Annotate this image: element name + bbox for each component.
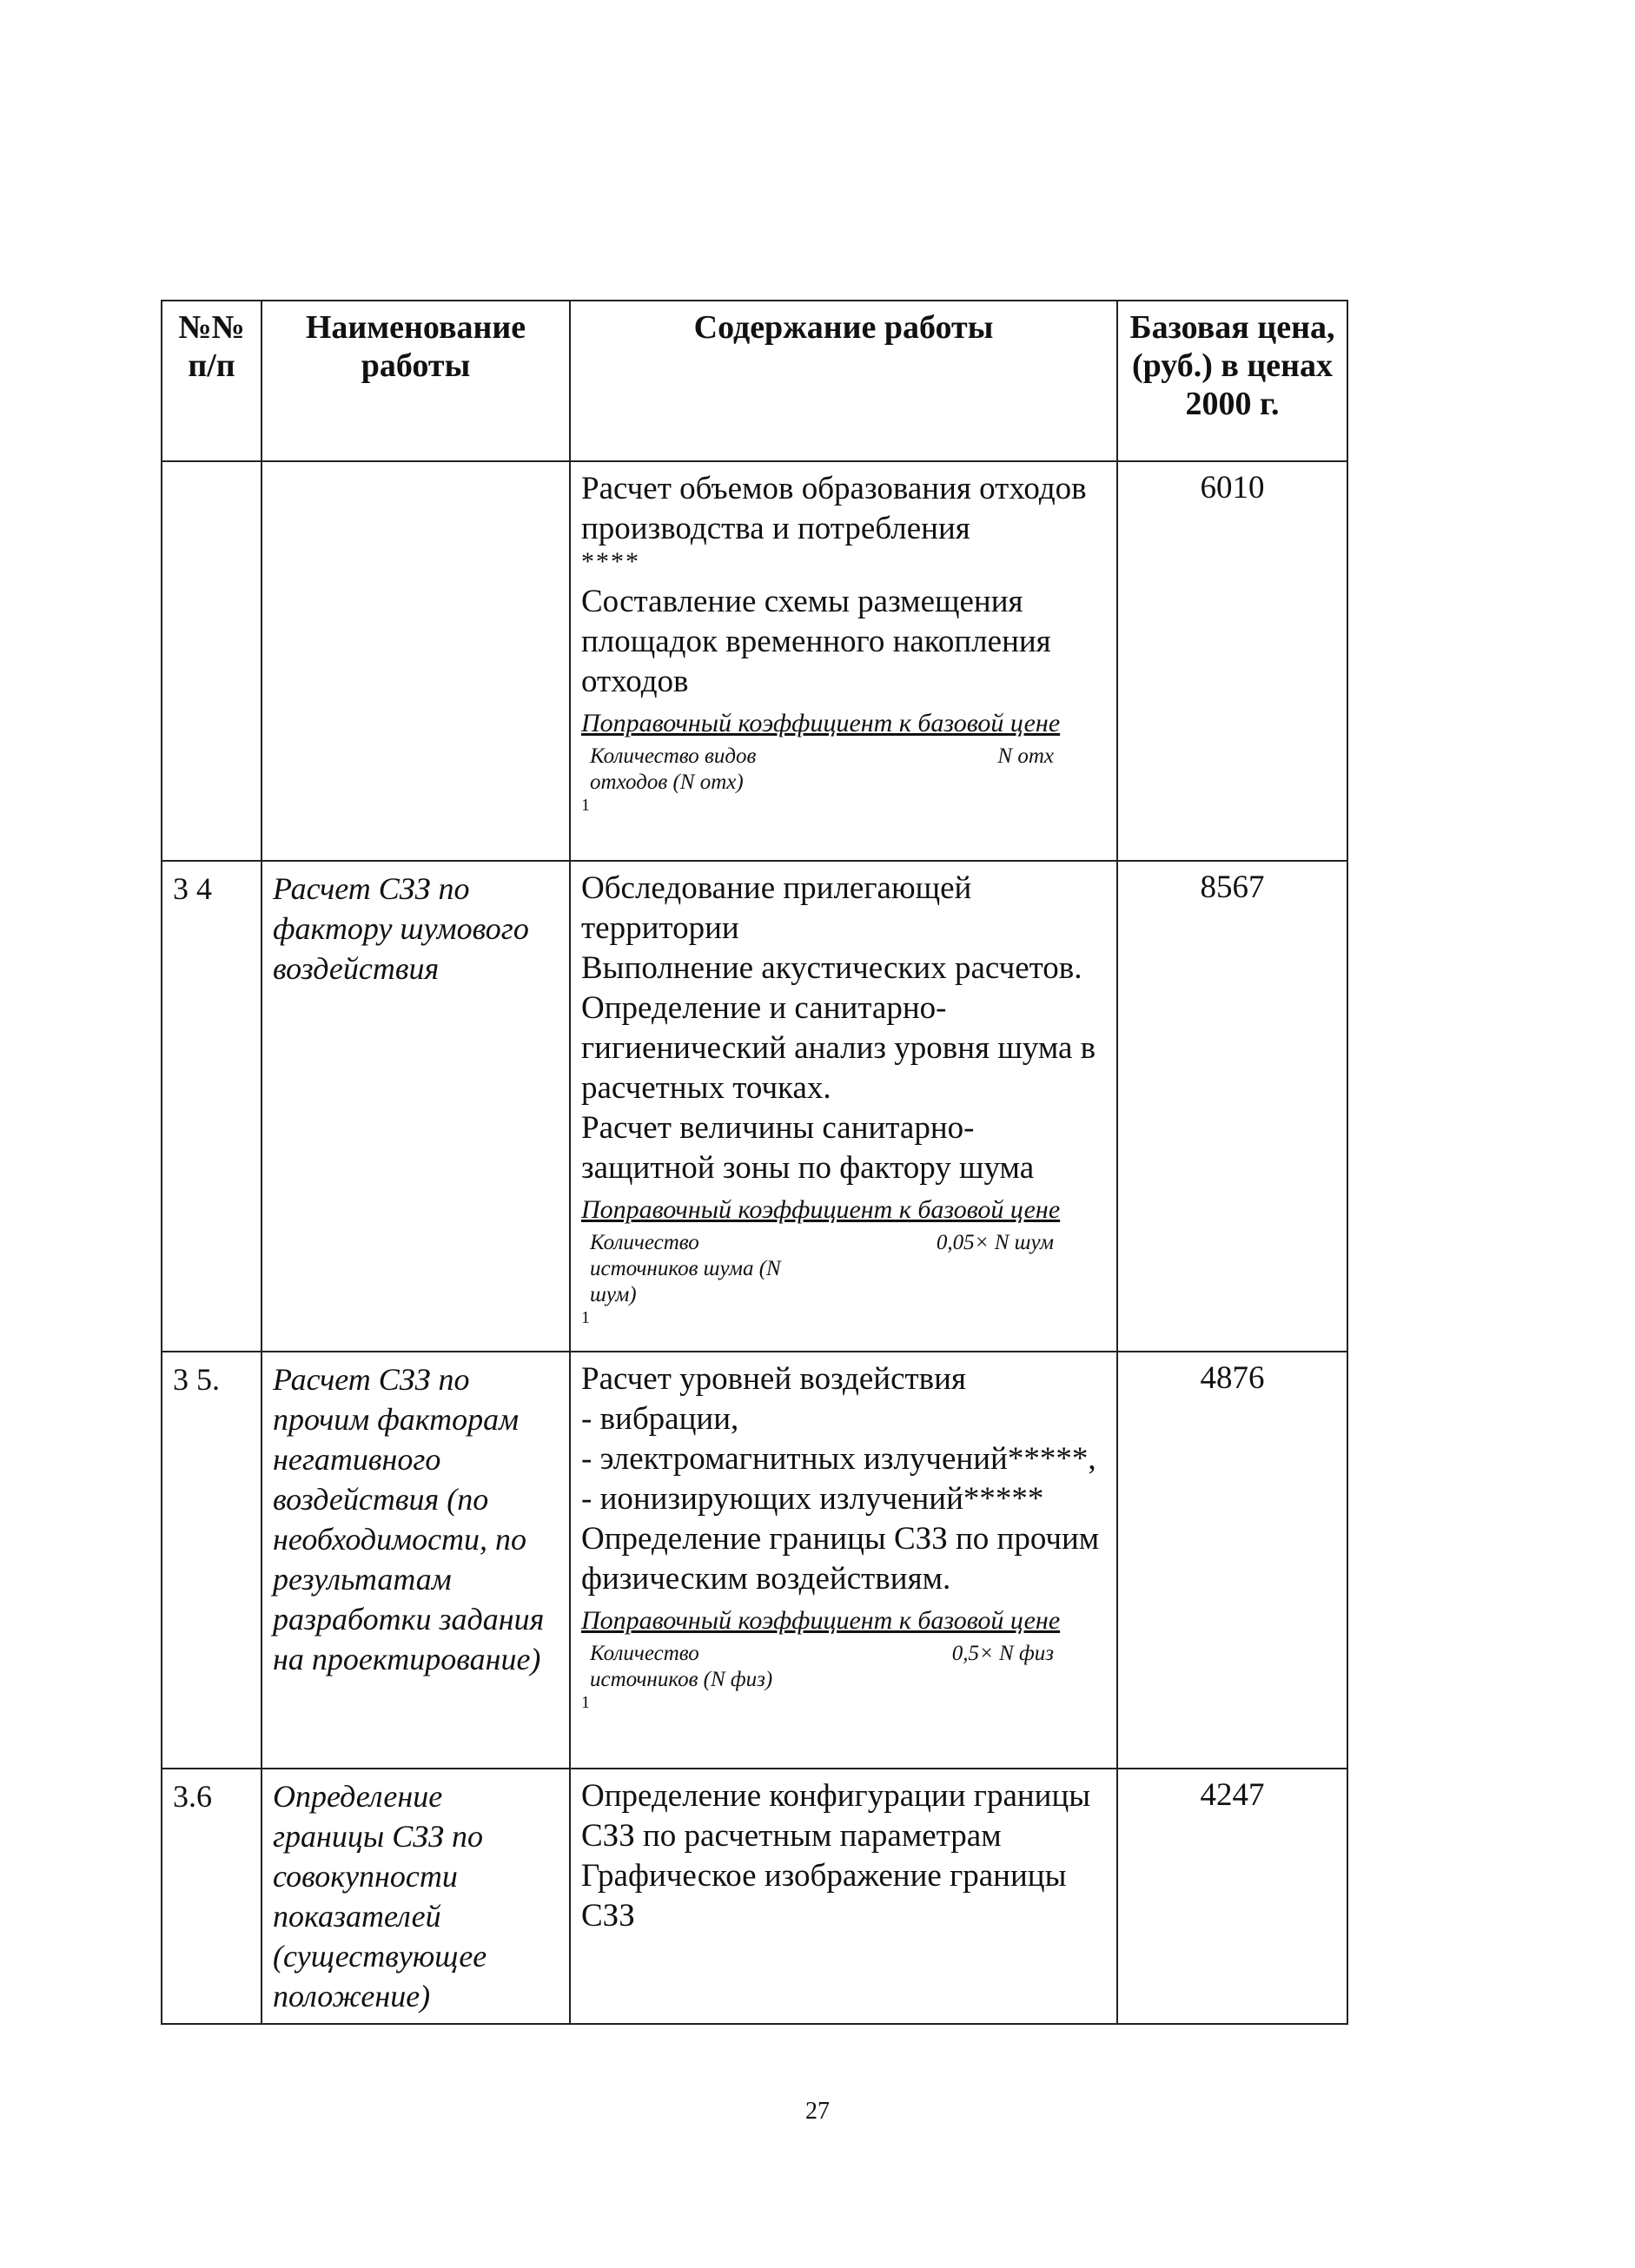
row-price: 8567 (1117, 861, 1347, 1352)
content-line: Расчет уровней воздействия (581, 1361, 966, 1397)
coefficient-title: Поправочный коэффициент к базовой цене (581, 1195, 1061, 1224)
row-num: 3.6 (162, 1769, 261, 2024)
footnote-mark: 1 (581, 796, 590, 815)
table-row (162, 461, 1347, 861)
content-line: - электромагнитных излучений*****, (581, 1441, 1096, 1477)
header-price: Базовая цена, (руб.) в ценах 2000 г. (1117, 301, 1347, 461)
row-price: 6010 (1117, 461, 1347, 861)
content-line: Определение и санитарно-гигиенический анализ уровня шума в расчетных точках. (581, 990, 1096, 1106)
table-row (162, 1769, 1347, 2024)
factor-value: 0,5× N физ (951, 1642, 1054, 1665)
row-content (570, 461, 1117, 861)
table-header-row (162, 301, 1347, 461)
coefficient-factor (581, 744, 1106, 796)
row-content (570, 861, 1117, 1352)
table-row (162, 1352, 1347, 1769)
row-num (162, 461, 261, 861)
row-name (261, 461, 570, 861)
content-line: Графическое изображение границы СЗЗ (581, 1858, 1067, 1934)
content-line: - вибрации, (581, 1401, 739, 1437)
coefficient-factor (581, 1230, 1106, 1308)
header-num: №№ п/п (162, 301, 261, 461)
factor-value: 0,05× N шум (936, 1231, 1054, 1254)
coefficient-title: Поправочный коэффициент к базовой цене (581, 1606, 1061, 1635)
factor-label: Количество видов отходов (N отх) (590, 744, 757, 794)
factor-value: N отх (997, 744, 1054, 768)
content-line: Определение границы СЗЗ по прочим физическим воздействиям. (581, 1521, 1100, 1597)
content-line: Составление схемы размещения площадок временного накопления отходов (581, 584, 1051, 699)
row-price: 4876 (1117, 1352, 1347, 1769)
row-name: Расчет СЗЗ по прочим факторам негативного воздействия (по необходимости, по результатам разработки задания на проектирование) (261, 1352, 570, 1769)
content-line: Расчет объемов образования отходов производства и потребления (581, 471, 1087, 546)
row-content (570, 1769, 1117, 2024)
row-name: Расчет СЗЗ по фактору шумового воздействия (261, 861, 570, 1352)
footnote-mark: 1 (581, 1693, 590, 1712)
table-row (162, 861, 1347, 1352)
works-price-table (161, 300, 1348, 2025)
content-line: Определение конфигурации границы СЗЗ по расчетным параметрам (581, 1778, 1091, 1854)
content-line: Выполнение акустических расчетов. (581, 950, 1082, 986)
header-content: Содержание работы (570, 301, 1117, 461)
footnote-stars: **** (581, 547, 640, 576)
factor-label: Количество источников (N физ) (590, 1642, 773, 1691)
footnote-mark: 1 (581, 1308, 590, 1327)
page-number: 27 (805, 2098, 830, 2125)
row-num: 3 4 (162, 861, 261, 1352)
content-line: - ионизирующих излучений***** (581, 1481, 1044, 1517)
row-name: Определение границы СЗЗ по совокупности показателей (существующее положение) (261, 1769, 570, 2024)
row-num: 3 5. (162, 1352, 261, 1769)
content-line: Расчет величины санитарно-защитной зоны по фактору шума (581, 1110, 1035, 1186)
row-price: 4247 (1117, 1769, 1347, 2024)
header-name: Наименование работы (261, 301, 570, 461)
coefficient-title: Поправочный коэффициент к базовой цене (581, 709, 1061, 737)
content-line: Обследование прилегающей территории (581, 870, 972, 946)
factor-label: Количество источников шума (N шум) (590, 1231, 781, 1306)
coefficient-factor (581, 1641, 1106, 1693)
row-content (570, 1352, 1117, 1769)
